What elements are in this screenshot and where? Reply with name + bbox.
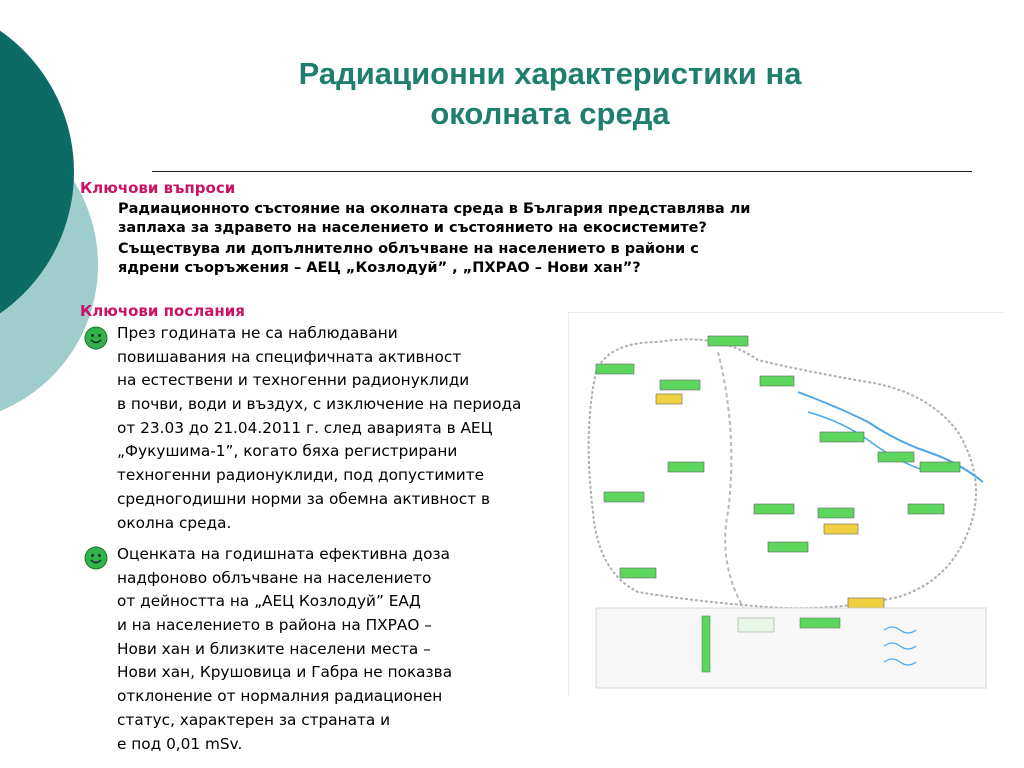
key-message-2-line: и на населението в района на ПХРАО – [117, 616, 432, 635]
key-message-1-line: средногодишни норми за обемна активност в [117, 489, 490, 508]
smiley-face-icon [84, 326, 108, 350]
key-message-2-line: е под 0,01 mSv. [117, 734, 243, 753]
key-messages-heading: Ключови послания [80, 302, 245, 320]
key-question-2 [118, 240, 938, 278]
key-questions-heading: Ключови въпроси [80, 179, 236, 197]
key-message-1-line: от 23.03 до 21.04.2011 г. след аварията в АЕЦ [117, 418, 493, 437]
key-message-2-line: Нови хан, Крушовица и Габра не показва [117, 663, 453, 682]
key-question-2-line-2: ядрени съоръжения – АЕЦ „Козлодуй” , „ПХРАО – Нови хан”? [118, 260, 641, 276]
key-message-2-line: статус, характерен за страната и [117, 710, 391, 729]
key-message-1-line: техногенни радионуклиди, под допустимите [117, 466, 485, 485]
key-message-1-line: „Фукушима-1”, когато бяха регистрирани [117, 442, 458, 461]
key-message-1-line: През годината не са наблюдавани [117, 324, 398, 342]
page-title-line-1: Радиационни характеристики на [298, 56, 802, 91]
key-message-2-line: надфоново облъчване на населението [117, 568, 432, 587]
key-message-1-line: околна среда. [117, 513, 232, 532]
key-message-2-line: Нови хан и близките населени места – [117, 639, 431, 658]
key-message-2-line: от дейността на „АЕЦ Козлодуй” ЕАД [117, 592, 421, 611]
monitoring-map-image [568, 312, 1004, 696]
key-message-1-line: повишавания на специфичната активност [117, 347, 462, 366]
key-message-2-line: отклонение от нормалния радиационен [117, 687, 443, 706]
page-title [180, 54, 920, 134]
key-question-1-line-2: заплаха за здравето на населението и състоянието на екосистемите? [118, 220, 707, 236]
key-message-2 [117, 543, 452, 756]
key-message-1-line: на естествени и техногенни радионуклиди [117, 371, 470, 390]
decorative-circles [0, 0, 110, 420]
page-title-line-2: околната среда [430, 96, 670, 131]
key-question-2-line-1: Съществува ли допълнително облъчване на населението в райони с [118, 241, 699, 257]
key-message-1-line: в почви, води и въздух, с изключение на периода [117, 395, 522, 414]
key-question-1-line-1: Радиационното състояние на околната среда в България представлява ли [118, 201, 751, 217]
key-question-1 [118, 200, 938, 238]
key-message-1 [117, 322, 521, 535]
key-message-2-line: Оценката на годишната ефективна доза [117, 545, 450, 563]
smiley-face-icon [84, 546, 108, 570]
title-divider [152, 171, 972, 172]
